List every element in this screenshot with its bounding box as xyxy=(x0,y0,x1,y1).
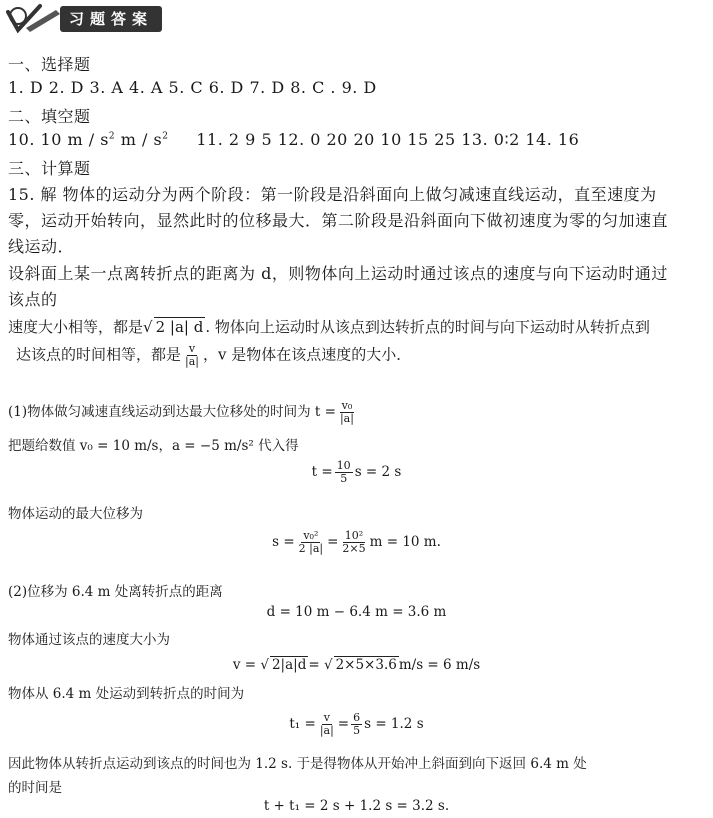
fraction xyxy=(297,530,325,555)
fill-answers xyxy=(8,130,579,149)
pen-check-logo-icon xyxy=(4,2,62,36)
p15-line3: 线运动． xyxy=(8,237,75,256)
numerator: v₀² xyxy=(303,529,319,542)
text: = xyxy=(337,716,350,732)
p15-line7 xyxy=(16,343,411,368)
text: = xyxy=(327,534,339,550)
equation-t xyxy=(0,460,713,485)
text: s = 1.2 s xyxy=(364,716,424,732)
numerator: 10 xyxy=(336,459,351,472)
fraction xyxy=(351,712,362,737)
choice-answers: 1. D 2. D 3. A 4. A 5. C 6. D 7. D 8. C . 9. D xyxy=(8,78,377,97)
denominator: 2 |a| xyxy=(298,542,324,555)
equation-d: d = 10 m − 6.4 m = 3.6 m xyxy=(266,604,447,620)
section-calc-title: 三、计算题 xyxy=(8,159,91,178)
part1 xyxy=(8,400,358,425)
equation-total: t + t₁ = 2 s + 1.2 s = 3.2 s. xyxy=(263,798,450,814)
p15-line5: 该点的 xyxy=(8,290,58,309)
time-from-label: 物体从 6.4 m 处运动到转折点的时间为 xyxy=(8,686,245,702)
equation-s xyxy=(0,530,713,555)
header-title: 习题答案 xyxy=(68,10,153,28)
text: = xyxy=(308,657,320,673)
sqrt-expr: 2 |a| d xyxy=(155,318,204,336)
speed-label: 物体通过该点的速度大小为 xyxy=(8,632,170,648)
fraction xyxy=(318,712,336,737)
denominator: 5 xyxy=(340,472,348,485)
text: s = xyxy=(272,534,295,550)
fraction xyxy=(335,460,353,485)
text: v = xyxy=(232,657,257,673)
conclusion-line2: 的时间是 xyxy=(8,780,62,796)
numerator: v xyxy=(188,342,196,355)
numerator: 10² xyxy=(344,529,364,542)
text: m = 10 m. xyxy=(369,534,441,550)
text: . 物体向上运动时从该点到达转折点的时间与向下运动时从转折点到 xyxy=(205,318,650,336)
conclusion-line1: 因此物体从转折点运动到该点的时间也为 1.2 s. 于是得物体从开始冲上斜面到向下返回 6.4 m 处 xyxy=(8,756,587,772)
denominator: |a| xyxy=(339,412,354,425)
sqrt-expr: 2×5×3.6 xyxy=(335,657,397,673)
section-choice-title: 一、选择题 xyxy=(8,55,91,74)
text: m/s = 6 m/s xyxy=(398,657,481,673)
fraction xyxy=(340,530,367,555)
denominator: 2×5 xyxy=(342,542,366,555)
part2: (2)位移为 6.4 m 处离转折点的距离 xyxy=(8,584,223,600)
section-fill-title: 二、填空题 xyxy=(8,107,91,126)
p15-line2: 零，运动开始转向，显然此时的位移最大．第二阶段是沿斜面向下做初速度为零的匀加速直 xyxy=(8,211,669,230)
given-values: 把题给数值 v₀ = 10 m/s，a = −5 m/s² 代入得 xyxy=(8,438,299,454)
text: ，v 是物体在该点速度的大小． xyxy=(203,345,412,364)
text: 速度大小相等，都是 xyxy=(8,318,144,336)
denominator: 5 xyxy=(353,724,361,737)
p15-line6: 速度大小相等，都是√ 2 |a| d . 物体向上运动时从该点到达转折点的时间与向下运动时从转折点到 xyxy=(8,318,650,336)
max-displacement-label: 物体运动的最大位移为 xyxy=(8,506,143,522)
exponent: 2 xyxy=(108,131,116,142)
text: 达该点的时间相等，都是 xyxy=(16,345,182,364)
equation-v: v = √ 2|a|d = √ 2×5×3.6 m/s = 6 m/s xyxy=(232,657,481,673)
text: t = xyxy=(311,464,333,480)
text: (1)物体做匀减速直线运动到达最大位移处的时间为 t = xyxy=(8,404,336,420)
text: t₁ = xyxy=(289,716,316,732)
numerator: v xyxy=(323,711,330,724)
p15-line4: 设斜面上某一点离转折点的距离为 d，则物体向上运动时通过该点的速度与向下运动时通过 xyxy=(8,264,668,283)
text: s = 2 s xyxy=(354,464,402,480)
denominator: |a| xyxy=(185,355,199,368)
fill-answers-rest: 11. 2 9 5 12. 0 20 20 10 15 25 13. 0∶2 14. 16 xyxy=(196,130,580,149)
denominator: |a| xyxy=(319,724,334,737)
equation-t1 xyxy=(0,712,713,737)
fill-answer-10: 10. 10 m / s xyxy=(8,130,109,149)
fraction xyxy=(183,343,201,368)
fill-unit: m / s xyxy=(120,130,163,149)
numerator: v₀ xyxy=(341,399,353,412)
sqrt-expr: 2|a|d xyxy=(271,657,307,673)
exponent: 2 xyxy=(162,131,169,142)
numerator: 6 xyxy=(353,711,361,724)
p15-line1: 15. 解 物体的运动分为两个阶段：第一阶段是沿斜面向上做匀减速直线运动，直至速度为 xyxy=(8,185,657,204)
fraction xyxy=(338,400,356,425)
